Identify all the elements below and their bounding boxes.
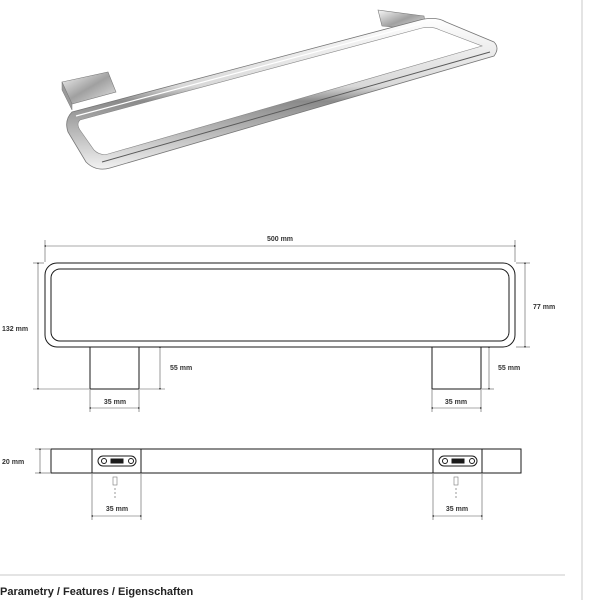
dimension-bracket-width-left-label: 35 mm	[103, 399, 127, 406]
dimension-rail-depth-label: 77 mm	[533, 304, 556, 311]
dimension-width-label: 500 mm	[266, 236, 294, 243]
front-view-dimensions	[33, 240, 530, 412]
dimension-bottom-width-left-label: 35 mm	[105, 506, 129, 513]
dimension-bracket-height-right-label: 55 mm	[498, 365, 521, 372]
rail-frame-inner	[78, 27, 482, 154]
right-screw	[454, 477, 458, 485]
left-screw	[113, 477, 117, 485]
section-heading: Parametry / Features / Eigenschaften	[0, 586, 194, 598]
product-image	[62, 10, 497, 169]
front-bracket	[62, 72, 116, 104]
dimension-bottom-width-right-label: 35 mm	[445, 506, 469, 513]
dimension-height-label: 132 mm	[2, 326, 29, 333]
bottom-view	[51, 449, 521, 485]
right-bracket-outline	[432, 347, 481, 389]
dimension-bracket-width-right-label: 35 mm	[444, 399, 468, 406]
left-bracket-outline	[90, 347, 139, 389]
dimension-bottom-height-label: 20 mm	[2, 459, 25, 466]
dimension-bracket-height-left-label: 55 mm	[170, 365, 193, 372]
rail-outline-inner	[51, 269, 509, 341]
front-view	[45, 263, 515, 389]
rail-outline-outer	[45, 263, 515, 347]
